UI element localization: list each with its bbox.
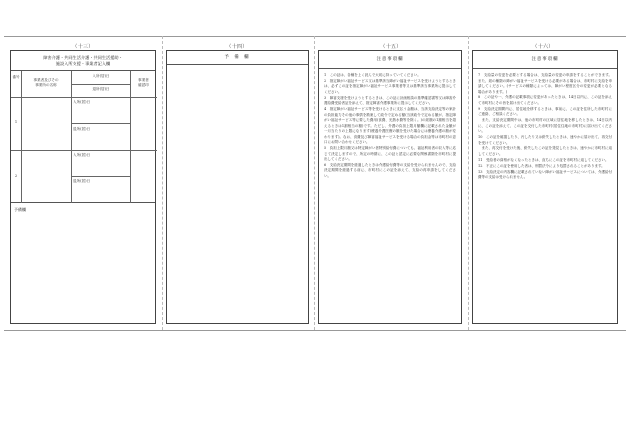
bottom-rule: [4, 330, 626, 331]
page-number-13: （十三）: [72, 44, 94, 50]
seal-header-line-1: 事業者: [138, 78, 149, 82]
column-header-name: [22, 78, 70, 88]
notes-title: 注意事項欄: [473, 51, 617, 69]
discharge-date-label: 退所(居)日: [73, 179, 91, 183]
note-item: 7 支給量の変更を必要とする場合は、支給量の変更の申請をすることができます。また、総の種類の障がい福祉サービスを受ける必要がある場合は、市町村に支給を申請してください。(サービスの種類によっては、障がい程度区分の変更が必要となる場合があります。): [478, 73, 612, 94]
page-number-16: （十六）: [532, 44, 554, 50]
page-number-14: （十四）: [226, 44, 248, 50]
discharge-date-label: 退所(居)日: [73, 127, 91, 131]
note-item: また、再交付を受けた後、紛失したこの証を発見したときは、速やかに市町村に返してください。: [478, 146, 612, 156]
note-item: 4 指定障がい福祉サービス等を受けるときに支払う金額は、当該支給決定等の家計の負担能力その他の事情を勘案して政令で定める額(当該政令で定める額が、指定障がい福祉サービス等に要した費用(食費、光熱水費等を除く。)の総額の1割相当を超えるときは1割相当の額)です。ただし、介護の負担上限月額欄に記載された金額が一月当たりの上限になります(療養介護医療の額を受けた場合には療養介護の額が変わります)。なお、食費及び障害福祉サービスを受ける場合の負担金等は市町村の窓口にお問い合わせください。: [324, 107, 456, 145]
admission-date-label: 入所(居)日: [73, 153, 91, 157]
panel-notes-1: [318, 50, 462, 324]
page-divider: [162, 36, 163, 330]
note-item: 11 受給者の資格がなくなったときは、直ちにこの証を市町村に返してください。: [478, 157, 609, 162]
column-header-admission-date: 入所(居)日: [92, 74, 110, 78]
reserve-column-label: 予備欄: [14, 207, 26, 212]
page-divider: [314, 36, 315, 330]
notes-list: [478, 73, 612, 181]
seal-header-line-2: 確認印: [138, 83, 149, 87]
facility-records-table: [11, 71, 155, 203]
note-item: 10 この証を破損したり、汚したり又は紛失したときは、速やかに届け出て、再交付を受けてください。: [478, 135, 612, 145]
note-item: 3 障害支援を受けようとするときは、この証に計画相談の基準確認書等又は障害介護給費受給者証を添えて、指定障害介護事業所に提示してください。: [324, 95, 456, 106]
note-item: 13 支給決定の内容欄に記載されていない障がい福祉サービスについては、介護給付費等の支給は受けられません。: [478, 169, 612, 180]
row-number: 1: [14, 120, 18, 124]
note-item: また、支給決定期間中は、他の市町村の区域に居住地を移したときは、14日以内に、この証を添えて、この証を交付した市町村(居住住地の市町村)に届け出てください。: [478, 118, 612, 134]
column-header-discharge-date: 退所(居)日: [92, 87, 110, 91]
notes-list: [324, 73, 456, 180]
page-number-15: （十五）: [380, 44, 402, 50]
name-header-line-1: 事業者及びその: [33, 78, 59, 82]
note-item: 12 不正にこの証を使用した者は、刑罰法令により処罰されることがあります。: [478, 163, 605, 168]
panel-facility-records: [10, 50, 156, 324]
title-line-2: 施設入所支援・事業者記入欄: [55, 61, 111, 66]
column-header-confirmation-seal: [131, 78, 156, 88]
note-item: 8 この証や一、介護の記載事項に変更があったときは、14日以内に、この証を添えて市町村にその旨を届け出てください。: [478, 95, 612, 105]
admission-date-label: 入所(居)日: [73, 100, 91, 104]
row-number: 2: [14, 174, 18, 178]
title-line-1: 障害介護・共同生活介護・共同生活援助・: [43, 55, 123, 60]
note-item: 2 指定障がい福祉サービス又は基準該当障がい福祉サービスを受けようとするときは、必ずこの証を指定障がい福祉サービス事業者等又は基準該当事業所に提示してください。: [324, 78, 456, 94]
note-item: 9 支給決定期間内に、居住地を移するときは、事前に、この証を住所した市町村にご連絡、ご相談ください。: [478, 106, 612, 117]
note-item: 1 この証は、各種を上く読んで大切に持っていてください。: [324, 73, 421, 77]
facility-records-title: [11, 51, 155, 71]
note-item: 5 負担上限月額又は特定障がい者特別給付費についても、福祉利用者の収入等に応じて決定しますので、所定の時期に、この証と認定に必要な関係書類を市町村に提出してください。: [324, 146, 456, 162]
page-divider: [468, 36, 469, 330]
notes-title: 注意事項欄: [319, 51, 461, 69]
top-rule: [4, 36, 626, 37]
column-header-number: 番号: [12, 75, 20, 79]
reserve-title: 予 備 欄: [167, 51, 308, 65]
name-header-line-2: 事業所の名称: [35, 83, 57, 87]
panel-notes-2: [472, 50, 618, 324]
note-item: 6 支給決定期間を経過したときは介護給付費等の支給を受けられませんので、支給決定期間を経過する前に、市町村にこの証を添えて、支給の再申請をしてください。: [324, 162, 456, 178]
panel-reserve: [166, 50, 309, 324]
